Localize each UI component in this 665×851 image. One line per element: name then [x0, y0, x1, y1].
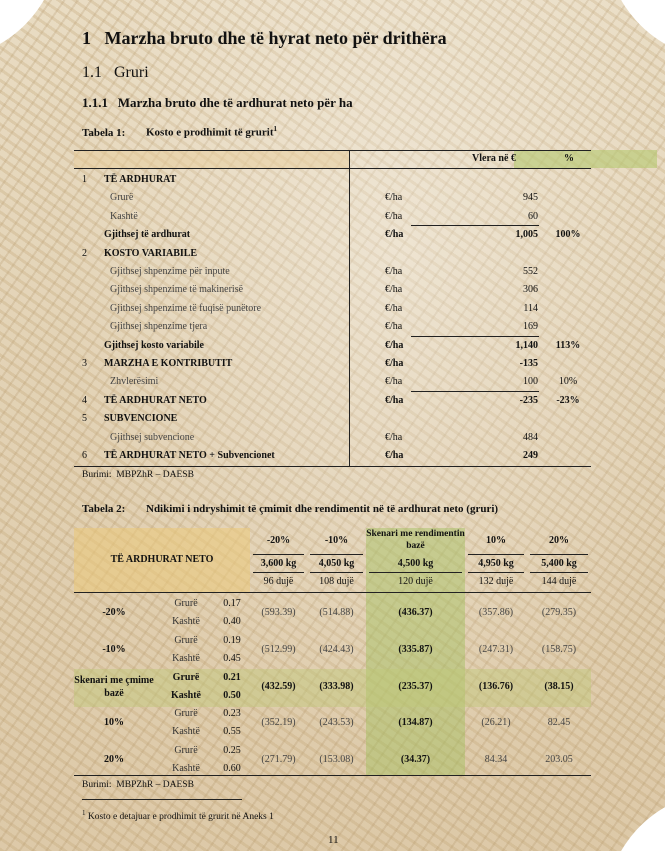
grure-label: Grurë [174, 708, 198, 719]
row-unit: €/ha [385, 376, 403, 388]
table-row [74, 373, 591, 391]
net-income-value: (424.43) [319, 644, 354, 655]
row-value: -135 [519, 358, 538, 369]
page-corner-bottom-right [605, 791, 665, 851]
net-income-value: (333.98) [319, 681, 354, 692]
table1-header-fill [74, 150, 349, 168]
kashte-label: Kashtë [172, 726, 200, 737]
grure-price: 0.25 [223, 745, 241, 756]
kashte-label: Kashtë [171, 690, 201, 701]
row-unit: €/ha [385, 192, 403, 204]
table-row [74, 281, 591, 299]
net-income-value: (235.37) [398, 681, 433, 692]
column-header-duje: 144 dujë [541, 576, 577, 587]
row-value: 306 [523, 284, 538, 296]
table-row [74, 447, 591, 465]
net-income-value: 203.05 [545, 754, 573, 765]
net-income-value: (436.37) [398, 607, 433, 618]
column-header-rule [468, 572, 524, 573]
table1-top-rule [74, 150, 591, 151]
table-row [74, 429, 591, 447]
row-unit: €/ha [385, 339, 404, 351]
footnote-rule [82, 799, 242, 800]
row-label: Gjithsej shpenzime të makinerisë [110, 284, 244, 296]
row-label: Gjithsej kosto variabile [104, 339, 204, 351]
net-income-value: (357.86) [478, 607, 514, 618]
net-income-value: (335.87) [398, 644, 433, 655]
table-row [74, 208, 591, 226]
net-income-value: (26.21) [481, 717, 511, 728]
kashte-price: 0.60 [223, 763, 241, 774]
table-row [74, 318, 591, 336]
footnote-sup: 1 [82, 809, 86, 817]
table1-header-pct: % [564, 153, 574, 164]
row-label: 20% [104, 754, 124, 765]
row-unit: €/ha [385, 229, 404, 241]
column-header-kg: 3,600 kg [260, 558, 297, 569]
row-percent: 10% [558, 376, 578, 388]
net-income-value: (352.19) [261, 717, 296, 728]
footnote-text: Kosto e detajuar e prodhimit të grurit në Aneks 1 [85, 812, 274, 823]
grure-label: Grurë [174, 635, 198, 646]
table-row [74, 171, 591, 189]
row-percent: -23% [556, 394, 580, 406]
column-header-pct: 20% [549, 535, 569, 546]
page-number: 11 [328, 834, 339, 846]
row-value: 100 [523, 376, 538, 388]
table1-header [74, 150, 591, 168]
row-label: TË ARDHURAT [104, 174, 177, 185]
table2-caption-label: Tabela 2: [82, 503, 126, 515]
net-income-value: 82.45 [547, 717, 571, 728]
column-header-duje: 120 dujë [398, 576, 433, 587]
kashte-price: 0.55 [223, 726, 241, 737]
table1-caption [82, 125, 277, 139]
column-header-rule [530, 554, 588, 555]
subtotal-rule [411, 336, 539, 337]
column-header-kg: 4,500 kg [397, 558, 434, 569]
table1-bottom-rule [74, 466, 591, 467]
footnote [82, 809, 274, 822]
row-unit: €/ha [385, 321, 403, 333]
net-income-value: (247.31) [478, 644, 514, 655]
grure-price: 0.21 [223, 672, 241, 683]
net-income-value: (512.99) [261, 644, 296, 655]
net-income-value: (432.59) [261, 681, 296, 692]
row-label: Kashtë [110, 210, 138, 222]
row-number: 3 [82, 358, 87, 369]
row-number: 1 [82, 174, 87, 185]
row-unit: €/ha [385, 266, 403, 277]
row-label: TË ARDHURAT NETO + Subvencionet [104, 450, 275, 461]
table1-caption-sup: 1 [273, 125, 278, 133]
row-value: 114 [523, 302, 538, 314]
table-row [74, 300, 591, 318]
row-number: 5 [82, 413, 87, 425]
column-header-rule [369, 572, 462, 573]
row-number: 6 [82, 450, 87, 461]
cost-table [74, 150, 591, 468]
row-label: -20% [102, 607, 126, 618]
column-header-pct: Skenari me rendimentin bazë [366, 529, 465, 551]
table2-header-rule [74, 592, 591, 593]
column-header-pct: -20% [266, 535, 291, 546]
row-value: 484 [523, 431, 538, 443]
row-value: 169 [523, 321, 538, 333]
row-percent: 113% [555, 339, 581, 351]
net-income-value: (153.08) [319, 754, 354, 765]
row-label: TË ARDHURAT NETO [104, 394, 207, 406]
row-number: 2 [82, 247, 87, 259]
net-income-value: 84.34 [484, 754, 508, 765]
table-row [74, 355, 591, 373]
net-income-value: (134.87) [398, 717, 433, 728]
row-value: 945 [523, 192, 538, 204]
table-row [74, 263, 591, 281]
row-value: 60 [528, 210, 538, 222]
net-income-value: (136.76) [478, 681, 514, 692]
row-label: Gjithsej shpenzime tjera [110, 321, 208, 333]
table1-caption-label: Tabela 1: [82, 126, 126, 139]
table-row [74, 226, 591, 244]
row-label: SUBVENCIONE [104, 413, 178, 425]
column-header-rule [253, 554, 304, 555]
row-unit: €/ha [385, 394, 404, 406]
net-income-value: (514.88) [319, 607, 354, 618]
row-value: -235 [519, 394, 538, 406]
row-value: 1,005 [515, 229, 538, 241]
row-value: 1,140 [515, 339, 538, 351]
subtotal-rule [411, 225, 539, 226]
table1-header-rule [74, 168, 591, 169]
page-corner-top-left [0, 0, 60, 60]
net-income-value: (593.39) [261, 607, 296, 618]
row-value: 552 [523, 266, 538, 277]
kashte-price: 0.50 [223, 690, 241, 701]
column-header-rule [310, 554, 363, 555]
kashte-label: Kashtë [172, 763, 200, 774]
table1-header-value: Vlera në € [472, 153, 516, 164]
sensitivity-table [74, 528, 591, 776]
kashte-price: 0.45 [223, 653, 241, 664]
row-unit: €/ha [385, 450, 404, 461]
table2-corner-label: TË ARDHURAT NETO [110, 554, 214, 565]
net-income-value: (158.75) [541, 644, 577, 655]
table-row [74, 189, 591, 207]
grure-price: 0.19 [223, 635, 241, 646]
kashte-label: Kashtë [172, 616, 200, 627]
table2-caption [82, 503, 498, 515]
grure-label: Grurë [172, 672, 200, 683]
row-unit: €/ha [385, 302, 403, 314]
net-income-value: (279.35) [541, 607, 577, 618]
row-unit: €/ha [385, 284, 403, 296]
row-label: MARZHA E KONTRIBUTIT [104, 358, 233, 369]
heading-3: 1.1.1 Marzha bruto dhe të ardhurat neto për ha [82, 95, 353, 110]
row-label: Gjithsej shpenzime të fuqisë punëtore [110, 302, 262, 314]
table-row [74, 410, 591, 428]
table-row [74, 337, 591, 355]
grure-price: 0.17 [223, 598, 241, 609]
table2-bottom-rule [74, 775, 591, 776]
column-header-rule [310, 572, 363, 573]
table1-caption-text: Kosto e prodhimit të grurit [146, 126, 274, 139]
row-unit: €/ha [385, 210, 403, 222]
column-header-kg: 5,400 kg [541, 558, 577, 569]
row-label: Gjithsej të ardhurat [104, 229, 191, 241]
row-value: 249 [523, 450, 538, 461]
row-label: -10% [102, 644, 126, 655]
row-label: Gjithsej shpenzime për inpute [110, 266, 230, 277]
table-row [74, 245, 591, 263]
kashte-price: 0.40 [223, 616, 241, 627]
column-header-pct: -10% [324, 535, 349, 546]
grure-price: 0.23 [223, 708, 241, 719]
row-unit: €/ha [385, 431, 403, 443]
page-corner-top-right [605, 0, 665, 60]
column-header-rule [253, 572, 304, 573]
table1-source: Burimi: MBPZhR – DAESB [82, 470, 194, 480]
column-header-rule [530, 572, 588, 573]
table-row [74, 392, 591, 410]
row-label: Grurë [110, 192, 134, 204]
heading-1: 1 Marzha bruto dhe të hyrat neto për drithëra [82, 28, 447, 48]
kashte-label: Kashtë [172, 653, 200, 664]
net-income-value: (271.79) [261, 754, 296, 765]
grure-label: Grurë [174, 745, 198, 756]
net-income-value: (34.37) [400, 754, 431, 765]
row-number: 4 [82, 394, 87, 406]
row-label: Zhvlerësimi [110, 376, 159, 388]
column-header-duje: 96 dujë [263, 576, 294, 587]
row-unit: €/ha [385, 358, 404, 369]
net-income-value: (243.53) [319, 717, 354, 728]
table1-header-highlight [514, 150, 657, 168]
row-label: Skenari me çmime bazë [74, 675, 154, 699]
column-header-kg: 4,950 kg [478, 558, 514, 569]
table2-source: Burimi: MBPZhR – DAESB [82, 780, 194, 790]
net-income-value: (38.15) [544, 681, 574, 692]
column-header-rule [468, 554, 524, 555]
table2-caption-text: Ndikimi i ndryshimit të çmimit dhe rendimentit në të ardhurat neto (gruri) [146, 503, 499, 515]
row-label: 10% [104, 717, 124, 728]
heading-2: 1.1 Gruri [82, 64, 149, 81]
grure-label: Grurë [174, 598, 198, 609]
row-label: Gjithsej subvencione [110, 431, 195, 443]
column-header-pct: 10% [486, 535, 506, 546]
row-percent: 100% [555, 229, 581, 241]
column-header-duje: 108 dujë [319, 576, 354, 587]
subtotal-rule [411, 391, 539, 392]
column-header-duje: 132 dujë [478, 576, 514, 587]
column-header-kg: 4,050 kg [318, 558, 355, 569]
row-label: KOSTO VARIABILE [104, 247, 198, 259]
